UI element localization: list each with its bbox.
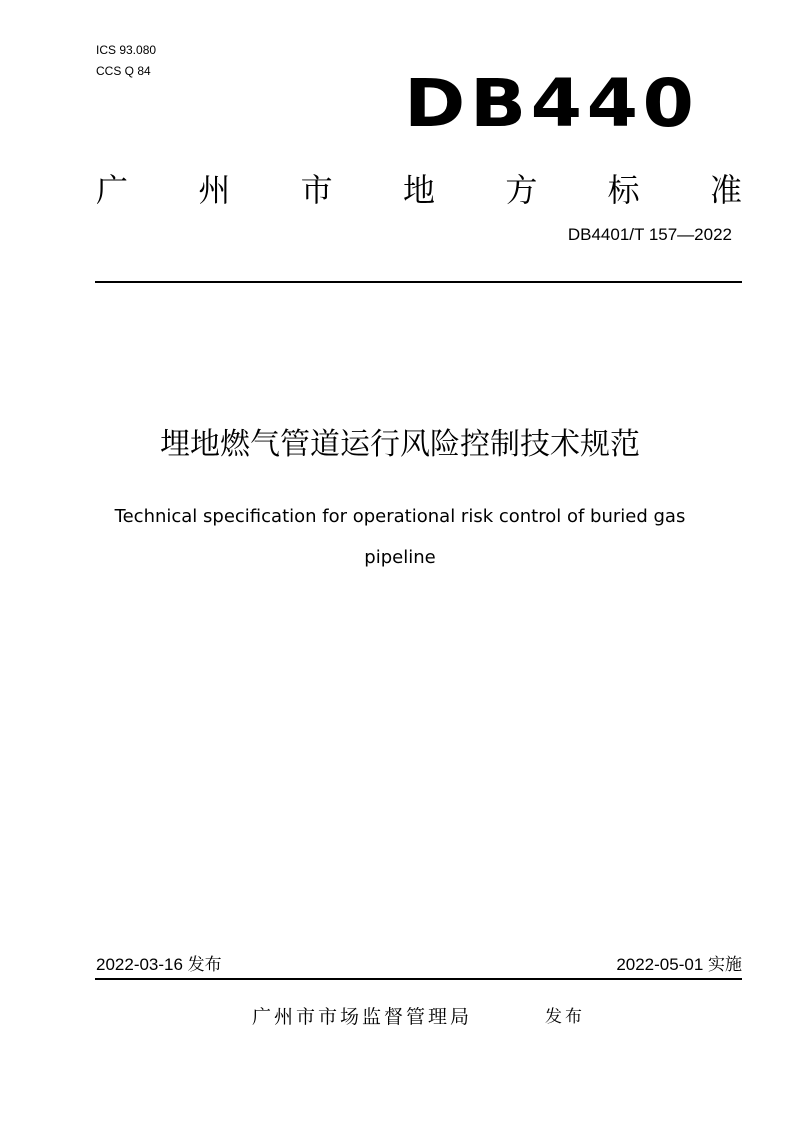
standard-type-char: 地: [402, 171, 435, 209]
classification-codes: [96, 40, 156, 82]
standard-type-heading: [96, 168, 742, 212]
top-divider: [95, 281, 742, 283]
english-title: [80, 496, 720, 578]
effective-date: 2022-05-01 实施: [616, 955, 742, 974]
english-title-line-2: pipeline: [364, 547, 436, 568]
standard-code-logo: DB440: [404, 65, 699, 142]
standard-number: DB4401/T 157—2022: [567, 225, 732, 244]
bottom-divider: [95, 978, 742, 980]
standard-type-char: 州: [198, 171, 231, 209]
issue-date: 2022-03-16 发布: [96, 955, 222, 974]
standard-type-char: 准: [709, 171, 742, 209]
standard-type-char: 市: [300, 171, 333, 209]
standard-type-char: 广: [96, 171, 129, 209]
ics-code: ICS 93.080: [96, 43, 157, 57]
chinese-title: 埋地燃气管道运行风险控制技术规范: [160, 427, 640, 462]
issuing-action: 发布: [545, 1007, 585, 1027]
english-title-line-1: Technical specification for operational risk control of buried gas: [114, 506, 686, 527]
issuing-authority: 广州市市场监督管理局: [252, 1006, 473, 1028]
standard-type-char: 标: [607, 171, 640, 209]
standard-type-char: 方: [505, 171, 538, 209]
ccs-code: CCS Q 84: [96, 64, 151, 78]
